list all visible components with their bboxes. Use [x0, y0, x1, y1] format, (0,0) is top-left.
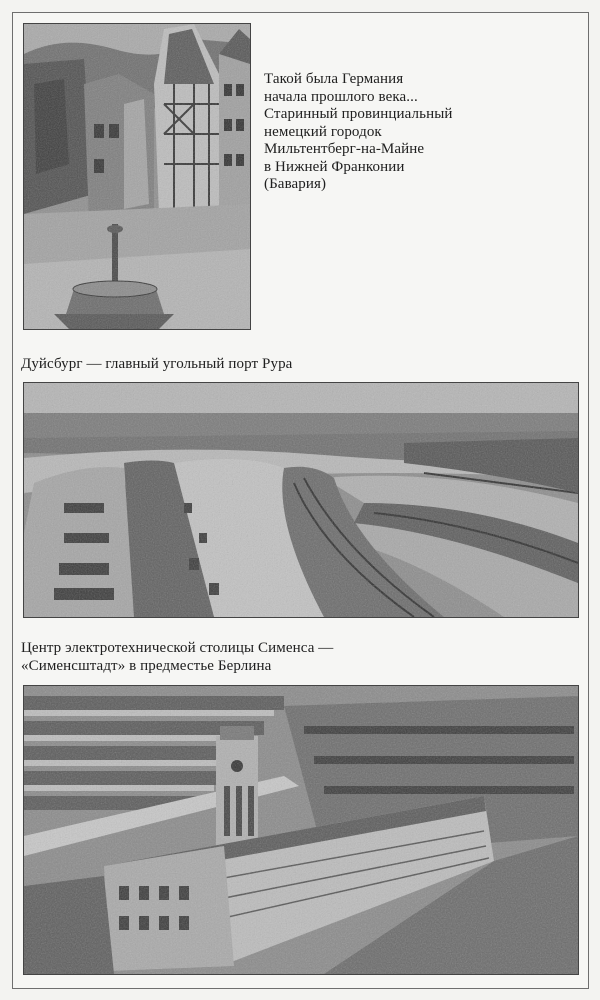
caption-line: Дуйсбург — главный угольный порт Рура	[21, 356, 293, 372]
book-page	[12, 12, 589, 989]
caption-line: «Сименсштадт» в предместье Берлина	[21, 657, 272, 674]
caption-line: немецкий городок	[264, 123, 382, 140]
caption-siemensstadt	[21, 640, 333, 675]
photo-duisburg-port	[23, 382, 579, 618]
caption-line: (Бавария)	[264, 176, 327, 192]
photo-siemensstadt	[23, 685, 579, 975]
caption-line: начала прошлого века...	[264, 88, 418, 105]
caption-line: Мильтентберг-на-Майне	[264, 141, 425, 157]
caption-port	[21, 356, 292, 374]
caption-line: Центр электротехнической столицы Сименса —	[21, 640, 334, 656]
caption-line: Старинный провинциальный	[264, 106, 453, 122]
photo-miltenberg-town	[23, 23, 251, 330]
caption-town	[264, 71, 453, 194]
caption-line: в Нижней Франконии	[264, 158, 405, 175]
caption-line: Такой была Германия	[264, 71, 404, 87]
